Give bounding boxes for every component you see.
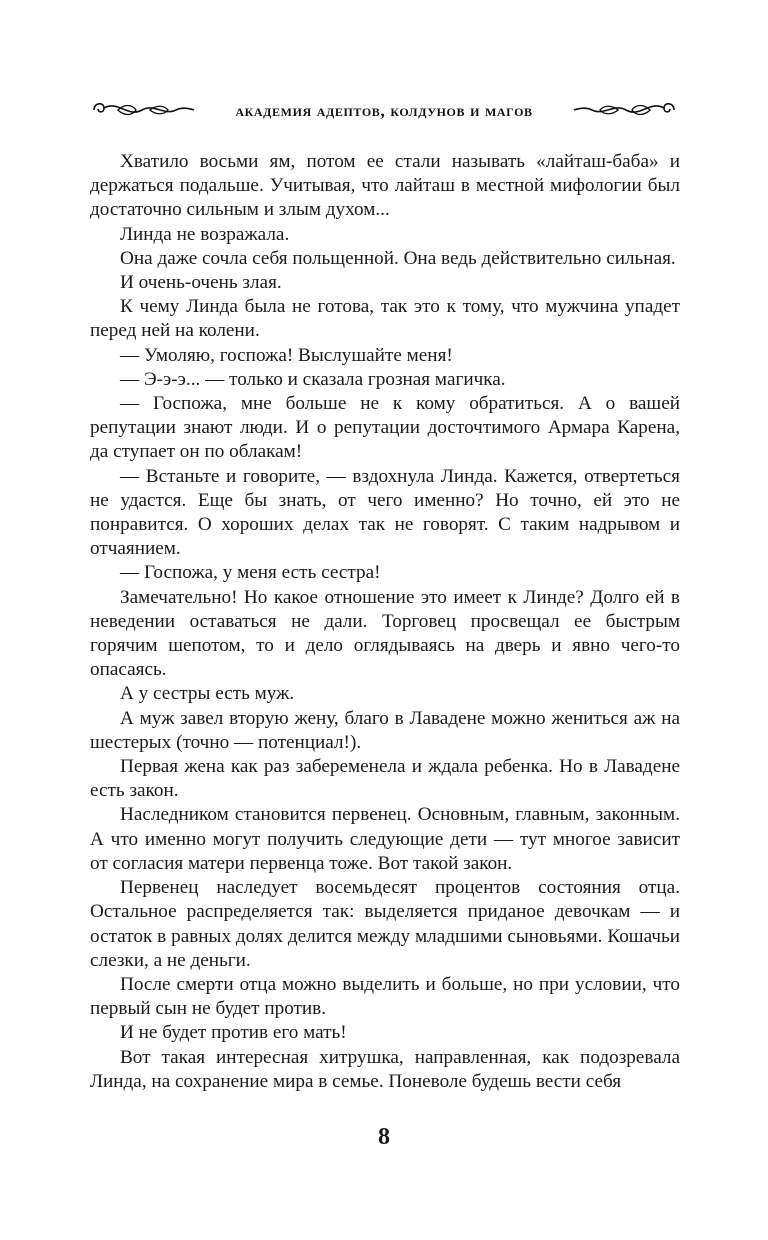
paragraph: К чему Линда была не готова, так это к тому, что мужчина упадет перед ней на колени. <box>90 296 680 342</box>
paragraph: Линда не возражала. <box>120 223 290 245</box>
body-text <box>90 150 680 1094</box>
paragraph: После смерти отца можно выделить и больше, но при условии, что первый сын не будет против. <box>90 973 680 1020</box>
paragraph: Она даже сочла себя польщенной. Она ведь действительно сильная. <box>120 247 676 269</box>
running-header <box>88 92 680 128</box>
paragraph: — Госпожа, мне больше не к кому обратиться. А о вашей репутации знают люди. И о репутации досточтимого Армара Карена, да ступает он по облакам! <box>90 393 680 463</box>
paragraph: Наследником становится первенец. Основным, главным, законным. А что именно могут получить следующие дети — тут многое зависит от согласия матери первенца тоже. Вот такой закон. <box>90 804 680 874</box>
paragraph: И не будет против его мать! <box>120 1022 347 1044</box>
paragraph: А у сестры есть муж. <box>120 683 295 705</box>
paragraph: Замечательно! Но какое отношение это имеет к Линде? Долго ей в неведении оставаться не дали. Торговец просвещал ее быстрым горячим шепотом, то и дело оглядываясь на дверь и явно чего-то опасаясь. <box>90 586 680 681</box>
paragraph: Первая жена как раз забеременела и ждала ребенка. Но в Лавадене есть закон. <box>90 756 680 802</box>
paragraph: — Госпожа, у меня есть сестра! <box>120 562 381 584</box>
paragraph: — Э-э-э... — только и сказала грозная магичка. <box>120 368 506 390</box>
paragraph: — Встаньте и говорите, — вздохнула Линда. Кажется, отвертеться не удастся. Еще бы знать, от чего именно? Но точно, ей это не понравится. О хороших делах так не говорят. С таким надрывом и отчаянием. <box>90 465 680 560</box>
paragraph: А муж завел вторую жену, благо в Лавадене можно жениться аж на шестерых (точно — потенциал!). <box>90 707 680 753</box>
paragraph: Хватило восьми ям, потом ее стали называть «лайташ-баба» и держаться подальше. Учитывая, что лайташ в местной мифологии был достаточно сильным и злым духом... <box>90 151 680 221</box>
paragraph: Первенец наследует восемьдесят процентов состояния отца. Остальное распределяется так: выделяется приданое девочкам — и остаток в равных долях делится между младшими сыновьями. Кошачьи слезки, а не деньги. <box>90 877 680 971</box>
flourish-ornament-left-icon <box>88 96 198 124</box>
paragraph: Вот такая интересная хитрушка, направленная, как подозревала Линда, на сохранение мира в семье. Поневоле будешь вести себя <box>90 1046 680 1092</box>
paragraph: — Умоляю, госпожа! Выслушайте меня! <box>120 344 453 366</box>
running-title: академия адептов, колдунов и магов <box>235 99 533 120</box>
page-number: 8 <box>378 1124 390 1150</box>
flourish-ornament-right-icon <box>570 96 680 124</box>
paragraph: И очень-очень злая. <box>120 272 282 294</box>
